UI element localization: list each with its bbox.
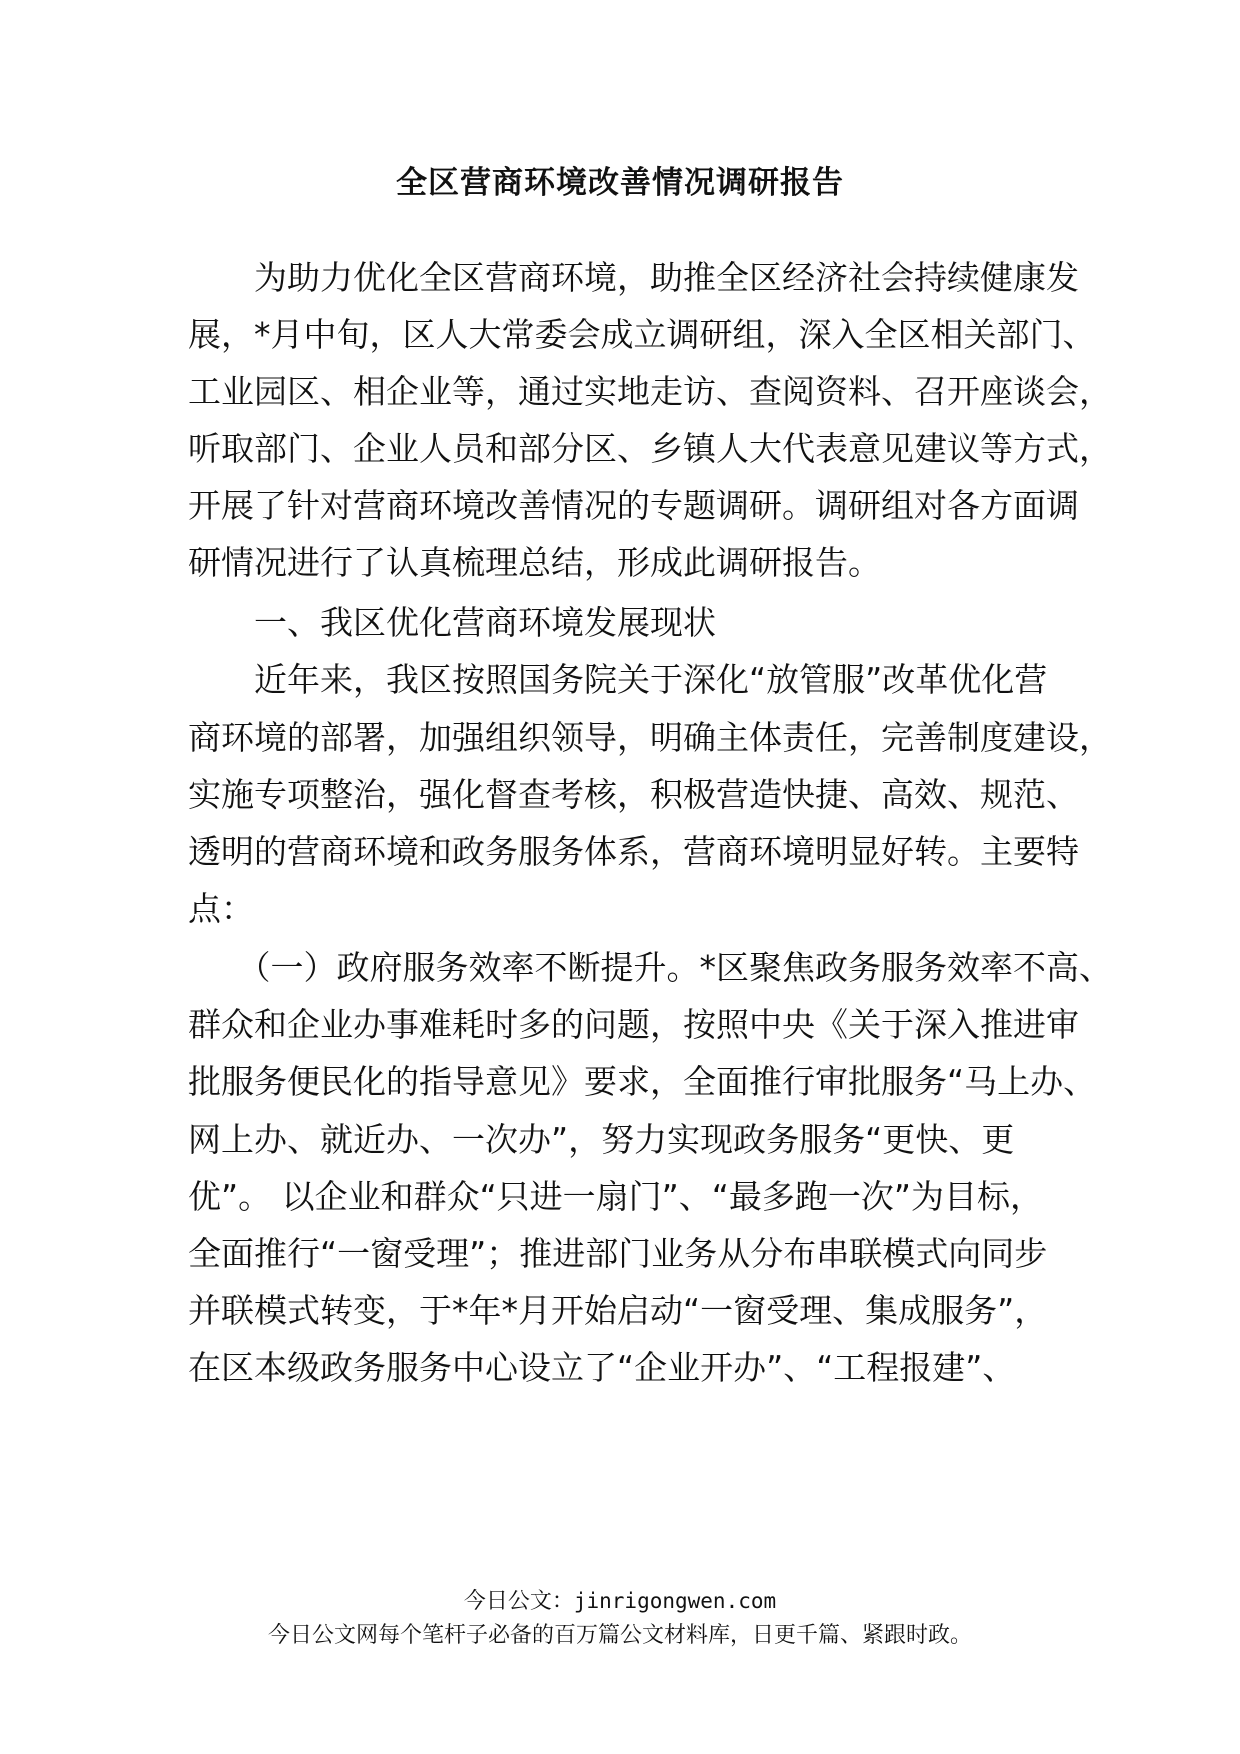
body-line: 为助力优化全区营商环境，助推全区经济社会持续健康发	[188, 258, 1079, 297]
body-line: 在区本级政务服务中心设立了“企业开办”、“工程报建”、	[188, 1348, 1016, 1387]
body-line: 点：	[188, 889, 254, 928]
body-line: 一、我区优化营商环境发展现状	[188, 603, 716, 642]
body-line: 听取部门、企业人员和部分区、乡镇人大代表意见建议等方式，	[188, 429, 1112, 468]
body-line: 实施专项整治，强化督查考核，积极营造快捷、高效、规范、	[188, 775, 1079, 814]
body-line: 近年来，我区按照国务院关于深化“放管服”改革优化营	[188, 660, 1048, 699]
body-line: （一）政府服务效率不断提升。*区聚焦政务服务效率不高、	[188, 948, 1112, 987]
body-line: 优”。 以企业和群众“只进一扇门”、“最多跑一次”为目标，	[188, 1177, 1043, 1216]
body-line: 工业园区、相企业等，通过实地走访、查阅资料、召开座谈会，	[188, 372, 1112, 411]
body-line: 透明的营商环境和政务服务体系，营商环境明显好转。主要特	[188, 832, 1079, 871]
body-line: 并联模式转变，于*年*月开始启动“一窗受理、集成服务”，	[188, 1291, 1048, 1330]
footer-site-label: 今日公文：	[463, 1589, 574, 1614]
footer-site-url[interactable]: jinrigongwen.com	[573, 1589, 777, 1613]
body-line: 群众和企业办事难耗时多的问题，按照中央《关于深入推进审	[188, 1005, 1079, 1044]
document-title: 全区营商环境改善情况调研报告	[396, 165, 844, 201]
body-line: 网上办、就近办、一次办”，努力实现政务服务“更快、更	[188, 1120, 1015, 1159]
footer-site	[0, 1587, 1240, 1616]
body-line: 研情况进行了认真梳理总结，形成此调研报告。	[188, 543, 881, 582]
body-line: 批服务便民化的指导意见》要求，全面推行审批服务“马上办、	[188, 1062, 1097, 1101]
body-line: 全面推行“一窗受理”；推进部门业务从分布串联模式向同步	[188, 1234, 1048, 1273]
body-line: 展，*月中旬，区人大常委会成立调研组，深入全区相关部门、	[188, 315, 1096, 354]
footer-slogan: 今日公文网每个笔杆子必备的百万篇公文材料库，日更千篇、紧跟时政。	[267, 1623, 972, 1648]
body-line: 商环境的部署，加强组织领导，明确主体责任，完善制度建设，	[188, 718, 1112, 757]
body-line: 开展了针对营商环境改善情况的专题调研。调研组对各方面调	[188, 486, 1079, 525]
